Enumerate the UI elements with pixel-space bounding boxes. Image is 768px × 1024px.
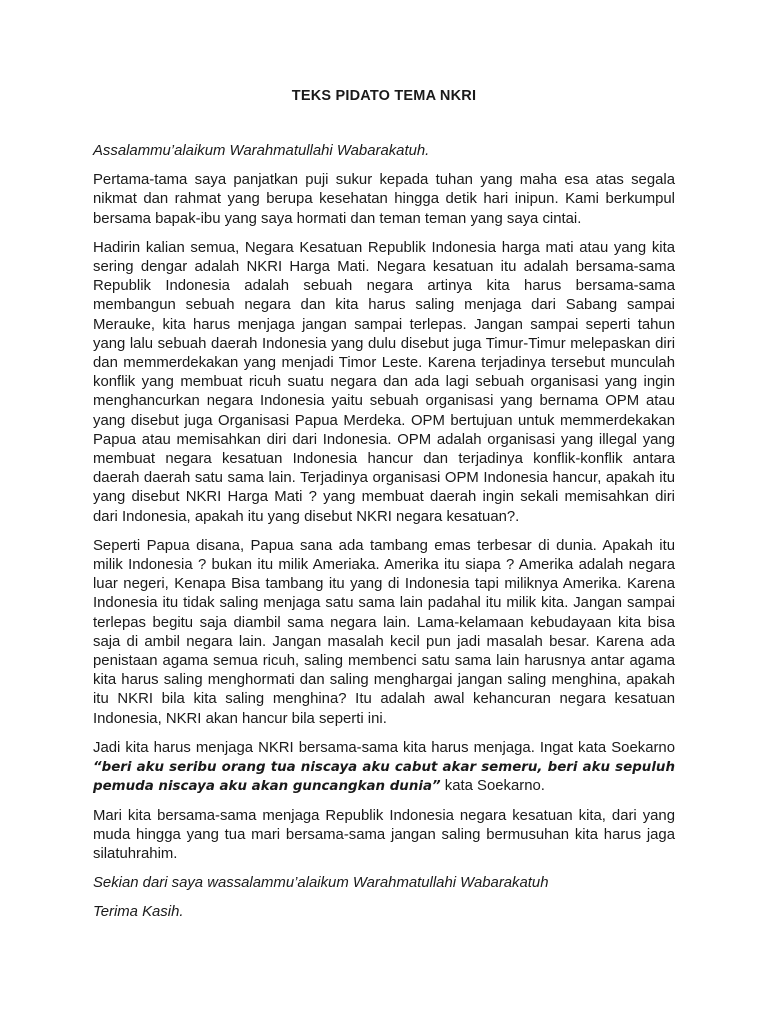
speech-body [93,142,675,933]
paragraph-papua: Seperti Papua disana, Papua sana ada tambang emas terbesar di dunia. Apakah itu milik Indonesia ? bukan itu milik Ameriaka. Amerika itu siapa ? Amerika adalah negara luar negeri, Kenapa Bisa tambang itu yang di Indonesia tapi miliknya Amerika. Karena Indonesia itu tidak saling menjaga satu sama lain padahal itu milik kita. Jangan sampai terlepas begitu saja diambil sama negara lain. Lama-kelamaan kebudayaan kita bisa saja di ambil negara lain. Jangan masalah kecil pun jadi masalah besar. Karena ada penistaan agama semua ricuh, saling membenci satu sama lain harusnya antar agama kita harus saling menghormati dan saling menghargai jangan saling menghina, apakah itu NKRI bila kita saling menghina? Itu adalah awal kehancuran negara kesatuan Indonesia, NKRI akan hancur bila seperti ini. [93,537,675,727]
paragraph-invitation: Mari kita bersama-sama menjaga Republik Indonesia negara kesatuan kita, dari yang muda hingga yang tua mari bersama-sama jangan saling bermusuhan kita harus jaga silatuhrahim. [93,807,675,862]
paragraph-soekarno-outro: kata Soekarno. [440,778,545,795]
paragraph-soekarno [93,739,675,797]
page-title: TEKS PIDATO TEMA NKRI [291,88,477,104]
paragraph-nkri: Hadirin kalian semua, Negara Kesatuan Republik Indonesia harga mati atau yang kita sering dengar adalah NKRI Harga Mati. Negara kesatuan itu adalah bersama-sama Republik Indonesia adalah sebuah negara artinya kita harus bersama-sama membangun sebuah negara dan kita harus saling menjaga dari Sabang sampai Merauke, kita harus menjaga jangan sampai terlepas. Jangan sampai seperti tahun yang lalu sebuah daerah Indonesia yang dulu disebut juga Timur-Timur melepaskan diri dan memmerdekakan yang menjadi Timor Leste. Karena terjadinya tersebut munculah konflik yang membuat ricuh suatu negara dan ada lagi sebuah organisasi yang ingin menghancurkan negara Indonesia yaitu sebuah organisasi yang bernama OPM atau yang disebut juga Organisasi Papua Merdeka. OPM bertujuan untuk memmerdekakan Papua atau memisahkan diri dari Indonesia. OPM adalah organisasi yang illegal yang membuat negara kesatuan Indonesia hancur dan terjadinya konflik-konflik antara daerah daerah satu sama lain. Terjadinya organisasi OPM Indonesia hancur, apakah itu yang disebut NKRI Harga Mati ? yang membuat daerah ingin sekali memisahkan diri dari Indonesia, apakah itu yang disebut NKRI negara kesatuan?. [93,239,675,525]
paragraph-opening: Pertama-tama saya panjatkan puji sukur kepada tuhan yang maha esa atas segala nikmat dan rahmat yang berupa kesehatan hingga detik hari inipun. Kami berkumpul bersama bapak-ibu yang saya hormati dan teman teman yang saya cintai. [93,172,675,227]
closing-line: Sekian dari saya wassalammu’alaikum Warahmatullahi Wabarakatuh [93,875,549,892]
soekarno-quote: “beri aku seribu orang tua niscaya aku cabut akar semeru, beri aku sepuluh pemuda niscaya aku akan guncangkan dunia” [93,760,675,795]
document-page [93,0,675,1024]
paragraph-soekarno-intro: Jadi kita harus menjaga NKRI bersama-sama kita harus menjaga. Ingat kata Soekarno [93,739,675,756]
thanks-line: Terima Kasih. [93,904,184,921]
greeting-line: Assalammu’alaikum Warahmatullahi Wabarakatuh. [93,143,430,159]
